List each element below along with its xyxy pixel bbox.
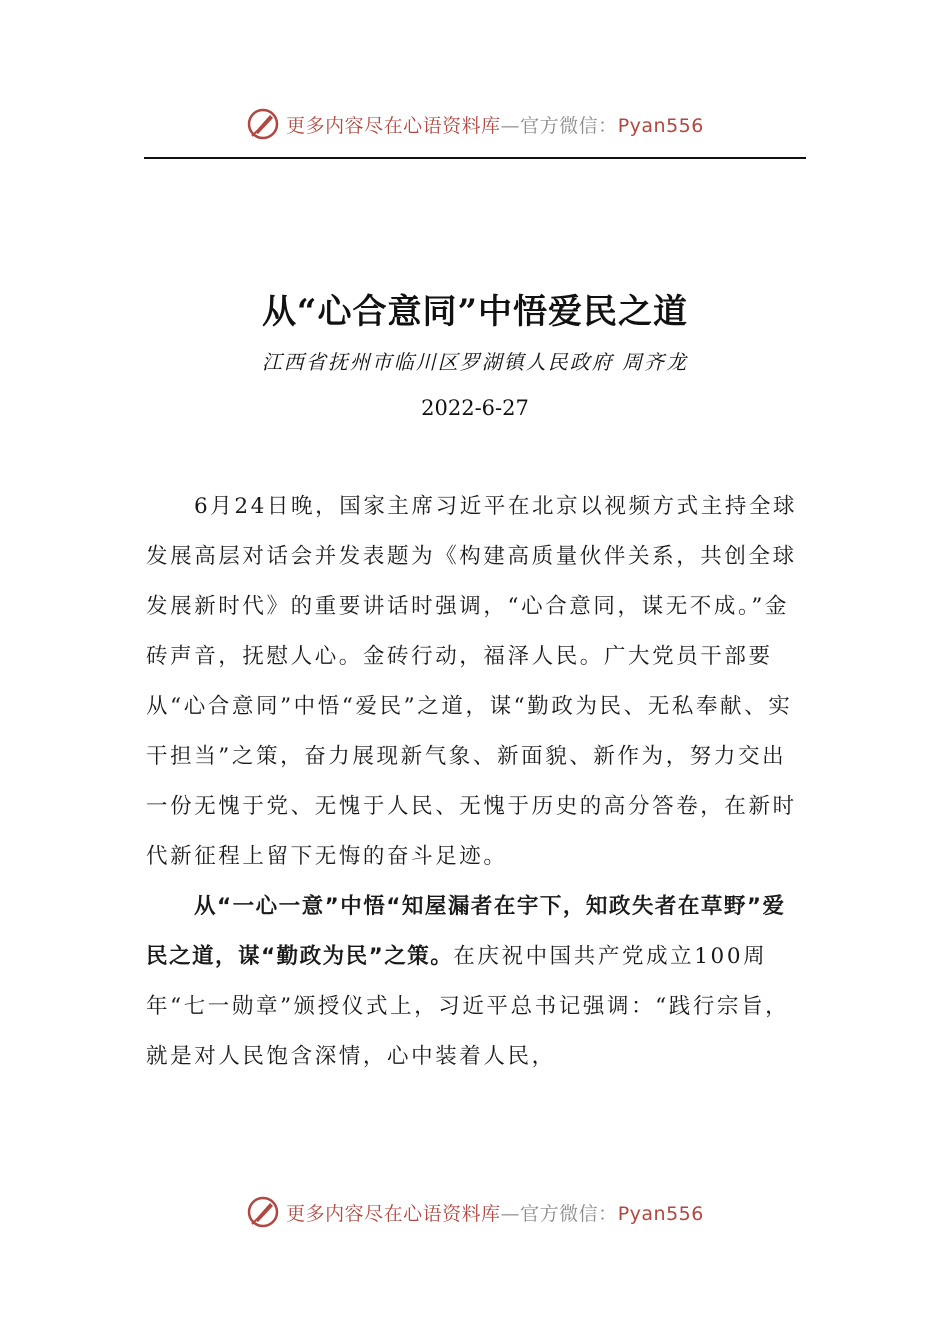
watermark-footer: [0, 1192, 950, 1232]
watermark-wechat: Pyan556: [617, 114, 704, 137]
article-body: [146, 482, 806, 1082]
header-rule: [144, 157, 806, 159]
article-date: 2022-6-27: [421, 396, 529, 420]
paragraph-text: 在庆祝中国共产党成立100周年“七一勋章”颁授仪式上，习近平总书记强调：“践行宗旨，就是对人民饱含深情，心中装着人民，: [146, 944, 790, 1069]
watermark-brand: 更多内容尽在心语资料库: [286, 114, 501, 137]
watermark-header: [0, 104, 950, 144]
paragraph-lead: 从“一心一意”中悟“知屋漏者在宇下，知政失者在草野”爱民之道，谋“勤政为民”之策。: [146, 894, 786, 969]
article-author: 江西省抚州市临川区罗湖镇人民政府 周齐龙: [261, 350, 689, 374]
watermark-text: [286, 111, 704, 138]
watermark-dash: —: [500, 1202, 521, 1225]
watermark-label: 官方微信：: [520, 1202, 618, 1225]
watermark-label: 官方微信：: [520, 114, 618, 137]
paragraph-text: 6月24日晚，国家主席习近平在北京以视频方式主持全球发展高层对话会并发表题为《构建高质量伙伴关系，共创全球发展新时代》的重要讲话时强调，“心合意同，谋无不成。”金砖声音，抚慰人心。金砖行动，福泽人民。广大党员干部要从“心合意同”中悟“爱民”之道，谋“勤政为民、无私奉献、实干担当”之策，奋力展现新气象、新面貌、新作为，努力交出一份无愧于党、无愧于人民、无愧于历史的高分答卷，在新时代新征程上留下无悔的奋斗足迹。: [146, 494, 798, 869]
paragraph: [146, 482, 806, 882]
paragraph: [146, 882, 806, 1082]
article-title: 从“心合意同”中悟爱民之道: [261, 292, 689, 332]
watermark-wechat: Pyan556: [617, 1202, 704, 1225]
pen-logo-icon: [246, 107, 280, 141]
watermark-brand: 更多内容尽在心语资料库: [286, 1202, 501, 1225]
watermark-dash: —: [500, 114, 521, 137]
watermark-text: [286, 1199, 704, 1226]
pen-logo-icon: [246, 1195, 280, 1229]
